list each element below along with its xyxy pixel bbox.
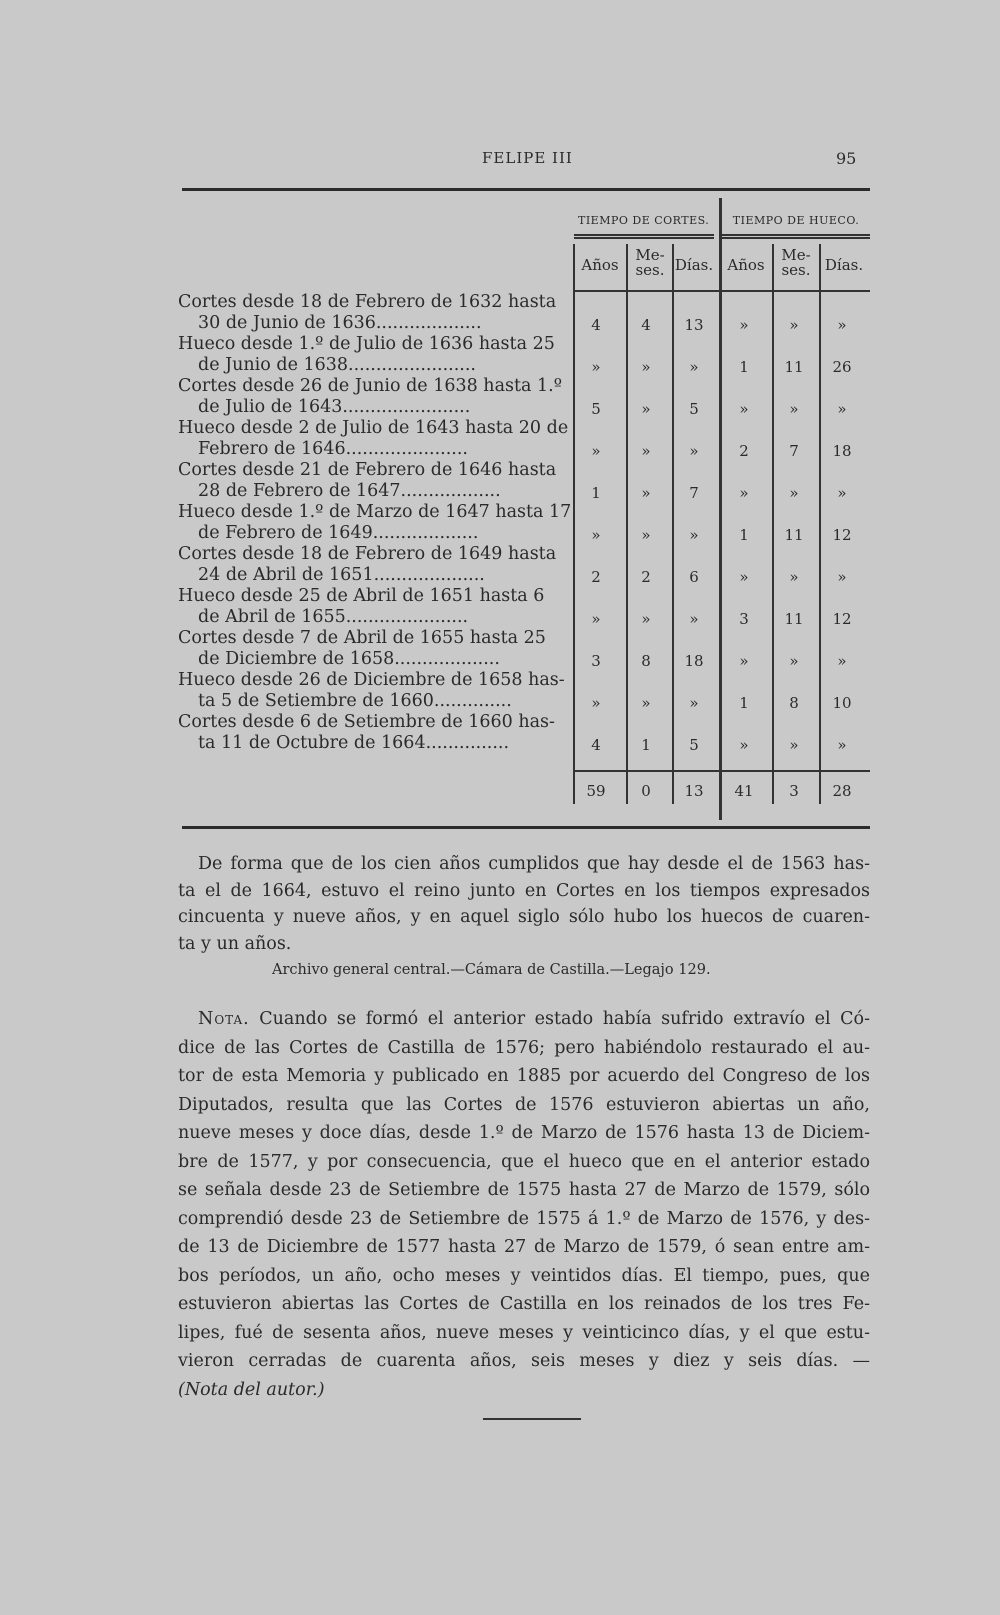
note-line: [178, 1347, 870, 1376]
col-header-meses-hueco-2: ses.: [781, 261, 811, 279]
note-line: lipes, fué de sesenta años, nueve meses y veinticinco días, y el que estu-: [178, 1322, 870, 1343]
total-cell: 41: [734, 782, 754, 800]
table-cell: »: [789, 736, 799, 754]
col-header-meses-cortes-1: Me-: [635, 246, 665, 264]
row-description-line: ta 5 de Setiembre de 1660..............: [198, 691, 512, 711]
table-cell: »: [689, 442, 699, 460]
table-cell: 6: [689, 568, 699, 586]
row-description-line: Hueco desde 26 de Diciembre de 1658 has-: [178, 670, 565, 690]
table-cell: 5: [689, 400, 699, 418]
table-cell: 2: [591, 568, 601, 586]
row-description-line: Febrero de 1646......................: [198, 439, 468, 459]
table-cell: »: [739, 400, 749, 418]
row-description-line: Cortes desde 26 de Junio de 1638 hasta 1.º: [178, 376, 562, 396]
header-rule-cortes-2: [574, 237, 714, 239]
table-cell: 3: [739, 610, 749, 628]
row-description-line: Cortes desde 6 de Setiembre de 1660 has-: [178, 712, 555, 732]
table-cell: »: [837, 736, 847, 754]
table-cell: 1: [591, 484, 601, 502]
table-cell: 1: [739, 358, 749, 376]
table-cell: »: [689, 358, 699, 376]
header-rule-cortes: [574, 234, 714, 236]
row-description-line: 28 de Febrero de 1647..................: [198, 481, 501, 501]
total-cell: 28: [832, 782, 852, 800]
table-cell: 7: [689, 484, 699, 502]
author-note: [178, 1005, 870, 1404]
table-cell: »: [739, 568, 749, 586]
table-cell: »: [739, 484, 749, 502]
note-label: Nota.: [198, 1009, 250, 1029]
row-description-line: Cortes desde 18 de Febrero de 1632 hasta: [178, 292, 557, 312]
table-cell: 11: [784, 358, 804, 376]
table-cell: 18: [832, 442, 852, 460]
table-cell: »: [591, 358, 601, 376]
col-header-meses-cortes: [628, 248, 672, 278]
note-line: nueve meses y doce días, desde 1.º de Marzo de 1576 hasta 13 de Diciem-: [178, 1123, 870, 1143]
note-line: tor de esta Memoria y publicado en 1885 por acuerdo del Congreso de los: [178, 1066, 870, 1086]
summary-paragraph: [178, 851, 870, 957]
table-cell: 4: [641, 316, 651, 334]
note-body: [178, 1034, 870, 1405]
paragraph-line: cincuenta y nueve años, y en aquel siglo sólo hubo los huecos de cuaren-: [178, 907, 870, 927]
paragraph-line: ta y un años.: [178, 933, 292, 954]
col-header-dias-cortes: Días.: [674, 256, 714, 274]
table-cell: »: [591, 694, 601, 712]
paragraph-line: ta el de 1664, estuvo el reino junto en Cortes en los tiempos expresados: [178, 880, 870, 901]
table-cell: 1: [641, 736, 651, 754]
table-cell: 5: [689, 736, 699, 754]
col-header-anos-cortes: Años: [581, 256, 619, 274]
running-title: FELIPE III: [482, 149, 573, 167]
row-description-line: Cortes desde 18 de Febrero de 1649 hasta: [178, 544, 557, 564]
row-description-line: de Abril de 1655......................: [198, 607, 469, 627]
note-line: se señala desde 23 de Setiembre de 1575 hasta 27 de Marzo de 1579, sólo: [178, 1180, 870, 1200]
row-description-line: Cortes desde 21 de Febrero de 1646 hasta: [178, 460, 557, 480]
archive-source: Archivo general central.—Cámara de Castilla.—Legajo 129.: [272, 962, 711, 978]
table-cell: 26: [832, 358, 852, 376]
total-cell: 13: [684, 782, 704, 800]
table-cell: 2: [641, 568, 651, 586]
col-header-dias-hueco: Días.: [824, 256, 864, 274]
table-cell: 1: [739, 526, 749, 544]
table-cell: »: [739, 316, 749, 334]
row-description-line: 30 de Junio de 1636...................: [198, 313, 482, 333]
table-cell: »: [837, 652, 847, 670]
table-cell: 18: [684, 652, 704, 670]
row-description-line: de Julio de 1643.......................: [198, 397, 471, 417]
row-description-line: de Febrero de 1649...................: [198, 523, 479, 543]
table-cell: 11: [784, 526, 804, 544]
note-last-line: [178, 1376, 870, 1405]
table-cell: »: [837, 316, 847, 334]
table-cell: 4: [591, 316, 601, 334]
row-descriptions: [178, 292, 578, 754]
cortes-table: [178, 196, 870, 824]
totals-rule: [574, 770, 870, 772]
table-cell: »: [641, 484, 651, 502]
table-cell: »: [789, 316, 799, 334]
table-cell: 10: [832, 694, 852, 712]
col-header-rule: [574, 290, 870, 292]
note-closing: (Nota del autor.): [178, 1379, 325, 1400]
row-description-line: de Diciembre de 1658...................: [198, 649, 500, 669]
row-description-line: ta 11 de Octubre de 1664...............: [198, 733, 510, 753]
table-cell: »: [641, 400, 651, 418]
table-cell: »: [837, 484, 847, 502]
row-description-line: Hueco desde 1.º de Julio de 1636 hasta 25: [178, 334, 555, 354]
table-cell: 8: [641, 652, 651, 670]
note-line: bre de 1577, y por consecuencia, que el hueco que en el anterior estado: [178, 1151, 870, 1172]
page-number: 95: [836, 149, 857, 168]
table-cell: 1: [739, 694, 749, 712]
row-description-line: de Junio de 1638.......................: [198, 355, 476, 375]
vline-main: [719, 198, 722, 820]
table-cell: »: [789, 484, 799, 502]
table-cell: 12: [832, 610, 852, 628]
table-cell: »: [837, 568, 847, 586]
table-cell: 4: [591, 736, 601, 754]
table-cell: »: [689, 694, 699, 712]
note-line: comprendió desde 23 de Setiembre de 1575 á 1.º de Marzo de 1576, y des-: [178, 1208, 870, 1229]
col-header-meses-hueco-1: Me-: [781, 246, 811, 264]
group-header-cortes: TIEMPO DE CORTES.: [578, 214, 710, 227]
paragraph-line: De forma que de los cien años cumplidos que hay desde el de 1563 has-: [198, 854, 870, 874]
col-header-meses-cortes-2: ses.: [635, 261, 665, 279]
table-cell: »: [591, 526, 601, 544]
table-cell: »: [641, 526, 651, 544]
table-cell: 13: [684, 316, 704, 334]
total-cell: 59: [586, 782, 606, 800]
total-cell: 3: [789, 782, 799, 800]
table-cell: »: [689, 526, 699, 544]
row-description-line: Hueco desde 25 de Abril de 1651 hasta 6: [178, 586, 545, 606]
note-line: estuvieron abiertas las Cortes de Castilla en los reinados de los tres Fe-: [178, 1294, 870, 1314]
note-first-line-text: Cuando se formó el anterior estado había sufrido extravío el Có-: [259, 1009, 870, 1029]
table-cell: »: [641, 442, 651, 460]
note-line: dice de las Cortes de Castilla de 1576; pero habiéndolo restaurado el au-: [178, 1037, 870, 1058]
note-first-line: [178, 1005, 870, 1034]
bottom-thick-rule: [182, 826, 870, 829]
running-head: [0, 149, 1000, 173]
table-cell: »: [739, 736, 749, 754]
table-cell: »: [591, 610, 601, 628]
col-header-meses-hueco: [774, 248, 818, 278]
note-line: Diputados, resulta que las Cortes de 1576 estuvieron abiertas un año,: [178, 1094, 870, 1115]
table-cell: »: [641, 610, 651, 628]
table-cell: »: [689, 610, 699, 628]
table-cell: 11: [784, 610, 804, 628]
table-cell: 2: [739, 442, 749, 460]
table-cell: 8: [789, 694, 799, 712]
table-cell: »: [641, 358, 651, 376]
vline-hueco-2: [819, 244, 821, 804]
row-description-line: Hueco desde 1.º de Marzo de 1647 hasta 17: [178, 502, 572, 522]
table-cell: 12: [832, 526, 852, 544]
table-cell: 5: [591, 400, 601, 418]
table-cell: »: [641, 694, 651, 712]
table-cell: »: [789, 400, 799, 418]
end-rule: [483, 1418, 581, 1420]
header-rule-hueco-2: [722, 237, 870, 239]
table-cell: »: [591, 442, 601, 460]
row-description-line: 24 de Abril de 1651....................: [198, 565, 485, 585]
header-rule-hueco: [722, 234, 870, 236]
row-description-line: Cortes desde 7 de Abril de 1655 hasta 25: [178, 628, 546, 648]
total-cell: 0: [641, 782, 651, 800]
table-cell: 3: [591, 652, 601, 670]
note-line-text: vieron cerradas de cuarenta años, seis meses y diez y seis días. —: [178, 1351, 870, 1371]
table-cell: »: [837, 400, 847, 418]
note-line: de 13 de Diciembre de 1577 hasta 27 de Marzo de 1579, ó sean entre am-: [178, 1237, 870, 1257]
group-header-hueco: TIEMPO DE HUECO.: [732, 214, 860, 227]
table-cell: 7: [789, 442, 799, 460]
col-header-anos-hueco: Años: [727, 256, 765, 274]
table-cell: »: [739, 652, 749, 670]
note-line: bos períodos, un año, ocho meses y veintidos días. El tiempo, pues, que: [178, 1265, 870, 1286]
row-description-line: Hueco desde 2 de Julio de 1643 hasta 20 de: [178, 418, 569, 438]
table-cell: »: [789, 568, 799, 586]
top-thick-rule: [182, 188, 870, 191]
table-cell: »: [789, 652, 799, 670]
